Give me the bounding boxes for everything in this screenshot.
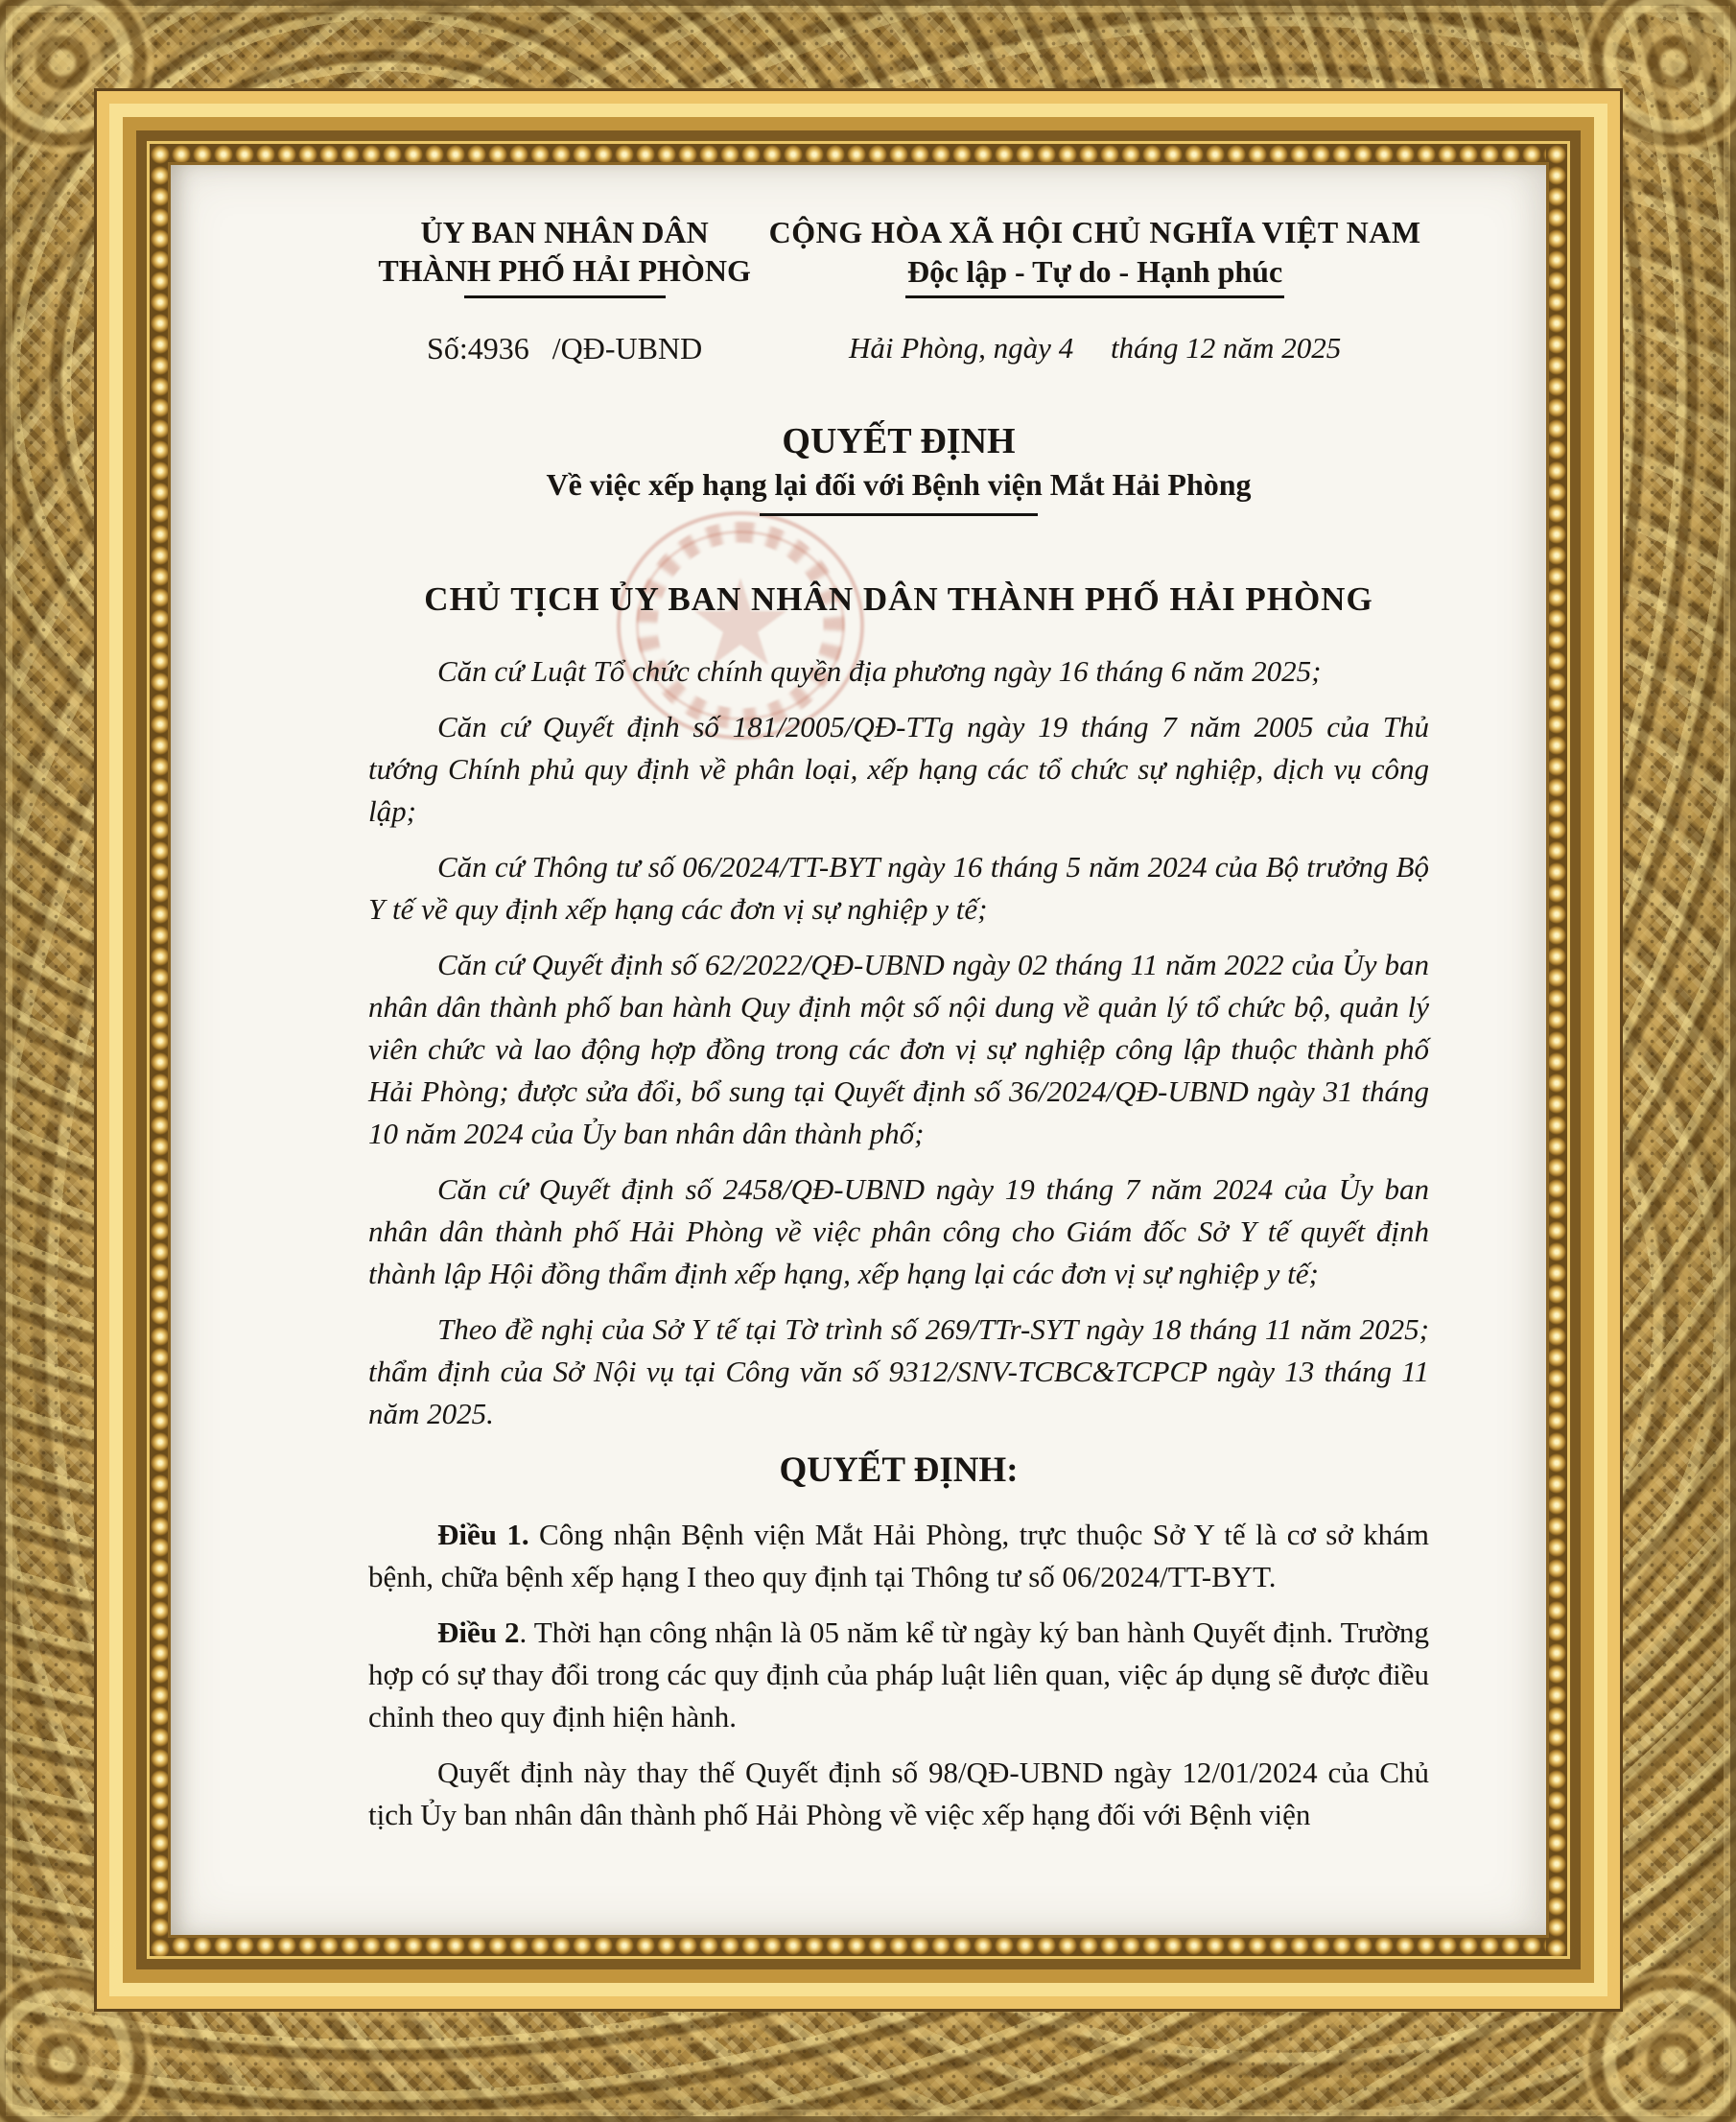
- national-motto-line1: CỘNG HÒA XÃ HỘI CHỦ NGHĨA VIỆT NAM: [768, 215, 1421, 249]
- preamble-paragraph: Căn cứ Quyết định số 62/2022/QĐ-UBND ngày 02 tháng 11 năm 2022 của Ủy ban nhân dân thành phố ban hành Quy định một số nội dung về quản lý tổ chức bộ, quản lý viên chức và lao động hợp đồng trong các đơn vị sự nghiệp công lập thuộc thành phố Hải Phòng; được sửa đổi, bổ sung tại Quyết định số 36/2024/QĐ-UBND ngày 31 tháng 10 năm 2024 của Ủy ban nhân dân thành phố;: [368, 948, 1429, 1150]
- preamble-paragraph: Căn cứ Quyết định số 2458/QĐ-UBND ngày 19 tháng 7 năm 2024 của Ủy ban nhân dân thành phố Hải Phòng về việc phân công cho Giám đốc Sở Y tế quyết định thành lập Hội đồng thẩm định xếp hạng, xếp hạng lại các đơn vị sự nghiệp y tế;: [368, 1172, 1429, 1290]
- article-label: Điều 1.: [437, 1518, 529, 1551]
- article-paragraph: [368, 1514, 1429, 1598]
- issuer-block: [368, 213, 761, 298]
- national-motto-line2: Độc lập - Tự do - Hạnh phúc: [905, 252, 1284, 298]
- picture-frame-bead-strip: [1546, 144, 1567, 1956]
- picture-frame-bead-strip: [150, 144, 1567, 165]
- document-subtitle: Về việc xếp hạng lại đối với Bệnh viện Mắt Hải Phòng: [546, 467, 1252, 502]
- article-label: Điều 2: [437, 1615, 520, 1649]
- issuer-line1: ỦY BAN NHÂN DÂN: [420, 215, 709, 249]
- document-header: [368, 213, 1429, 298]
- picture-frame-bead-strip: [150, 144, 171, 1956]
- article-paragraph: [368, 1612, 1429, 1738]
- article-text: . Thời hạn công nhận là 05 năm kể từ ngày ký ban hành Quyết định. Trường hợp có sự thay đổi trong các quy định của pháp luật liên quan, việc áp dụng sẽ được điều chỉnh theo quy định hiện hành.: [368, 1615, 1429, 1733]
- title-underline: [760, 513, 1038, 516]
- document-number: Số:4936 /QĐ-UBND: [427, 331, 703, 365]
- preamble-paragraph: Căn cứ Quyết định số 181/2005/QĐ-TTg ngày 19 tháng 7 năm 2005 của Thủ tướng Chính phủ quy định về phân loại, xếp hạng các tổ chức sự nghiệp, dịch vụ công lập;: [368, 710, 1429, 828]
- place-and-date: Hải Phòng, ngày 4 tháng 12 năm 2025: [849, 331, 1342, 365]
- article-paragraph: [368, 1752, 1429, 1836]
- national-heading-block: [761, 213, 1429, 298]
- article-text: Công nhận Bệnh viện Mắt Hải Phòng, trực thuộc Sở Y tế là cơ sở khám bệnh, chữa bệnh xếp hạng I theo quy định tại Thông tư số 06/2024/TT-BYT.: [368, 1518, 1430, 1593]
- preamble-section: [368, 650, 1429, 1435]
- preamble-paragraph: Căn cứ Luật Tổ chức chính quyền địa phương ngày 16 tháng 6 năm 2025;: [437, 654, 1322, 688]
- issuer-line2: THÀNH PHỐ HẢI PHÒNG: [378, 253, 751, 288]
- articles-section: [368, 1514, 1429, 1836]
- picture-frame-bead-strip: [150, 1935, 1567, 1956]
- preamble-paragraph: Theo đề nghị của Sở Y tế tại Tờ trình số 269/TTr-SYT ngày 18 tháng 11 năm 2025; thẩm định của Sở Nội vụ tại Công văn số 9312/SNV-TCBC&TCPCP ngày 13 tháng 11 năm 2025.: [368, 1312, 1429, 1430]
- article-text: Quyết định này thay thế Quyết định số 98/QĐ-UBND ngày 12/01/2024 của Chủ tịch Ủy ban nhân dân thành phố Hải Phòng về việc xếp hạng đối với Bệnh viện: [368, 1756, 1429, 1831]
- document-content: [171, 165, 1546, 1935]
- preamble-paragraph: Căn cứ Thông tư số 06/2024/TT-BYT ngày 16 tháng 5 năm 2024 của Bộ trưởng Bộ Y tế về quy định xếp hạng các đơn vị sự nghiệp y tế;: [368, 850, 1429, 926]
- decision-heading: QUYẾT ĐỊNH:: [779, 1450, 1019, 1490]
- document-title: QUYẾT ĐỊNH: [782, 421, 1016, 461]
- issuing-authority-heading: CHỦ TỊCH ỦY BAN NHÂN DÂN THÀNH PHỐ HẢI PHÒNG: [424, 580, 1373, 618]
- document-paper: [171, 165, 1546, 1935]
- number-date-row: [368, 327, 1429, 369]
- issuer-underline: [464, 295, 666, 298]
